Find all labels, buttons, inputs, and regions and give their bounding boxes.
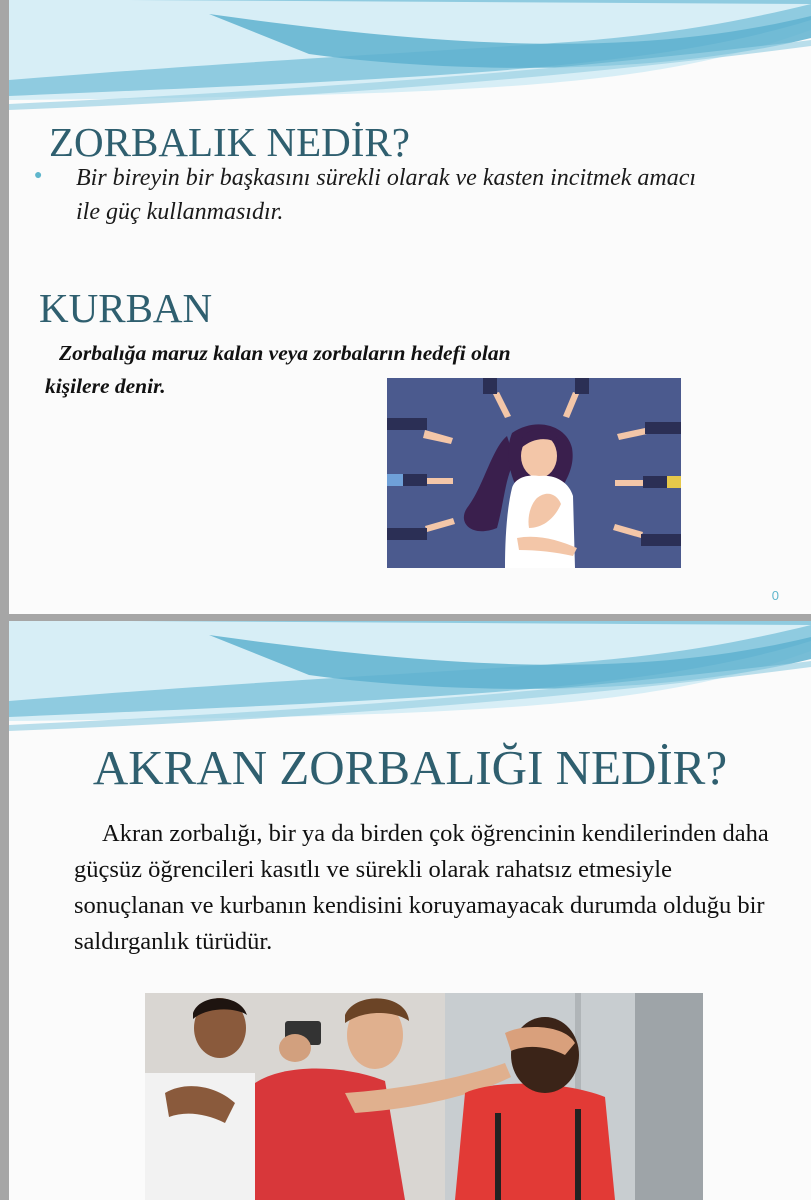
victim-illustration: [387, 378, 681, 568]
header-wave-decoration: [9, 621, 811, 731]
section-heading: KURBAN: [39, 285, 213, 331]
header-wave-decoration: [9, 0, 811, 110]
bullying-photo: [145, 993, 703, 1200]
peer-bullying-paragraph: Akran zorbalığı, bir ya da birden çok öğrencinin kendilerinden daha güçsüz öğrencileri kasıtlı ve sürekli olarak rahatsız etmesiyle sonuçlanan ve kurbanın kendisini koruyamayacak durumda olduğu bir saldırganlık türüdür.: [74, 820, 769, 955]
slide-1: [9, 0, 811, 614]
victim-definition: Zorbalığa maruz kalan veya zorbaların hedefi olan kişilere denir.: [45, 341, 511, 398]
bullet-dot-icon: ●: [34, 168, 43, 183]
slide-title: ZORBALIK NEDİR?: [49, 119, 410, 165]
slide-title: AKRAN ZORBALIĞI NEDİR?: [92, 740, 728, 795]
definition-text: Bir bireyin bir başkasını sürekli olarak ve kasten incitmek amacı ile güç kullanmasıdır.: [76, 165, 697, 225]
slide-number: 0: [771, 588, 779, 603]
slide-2: [9, 621, 811, 1200]
